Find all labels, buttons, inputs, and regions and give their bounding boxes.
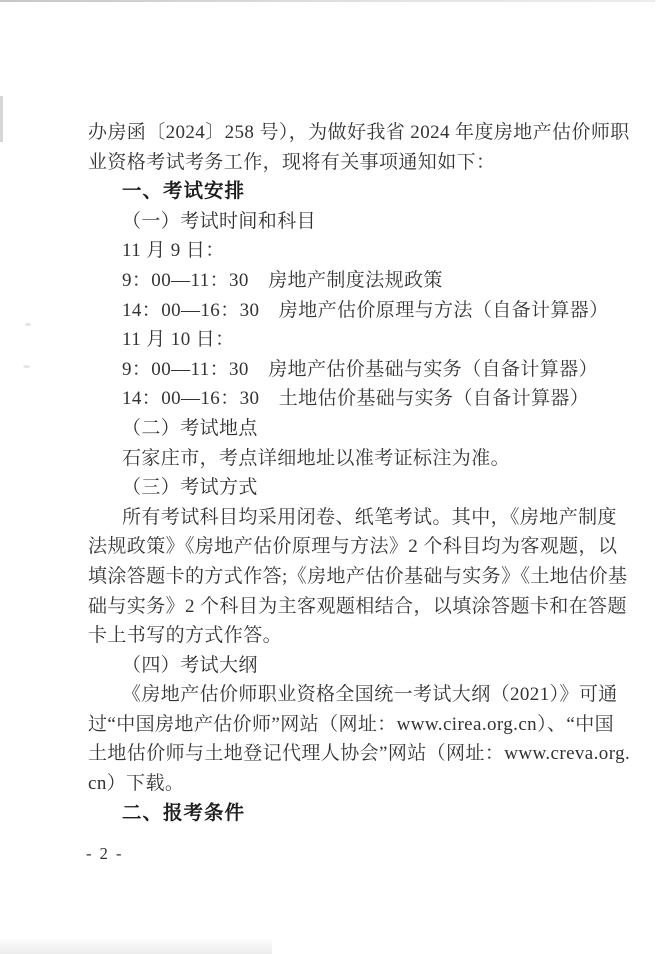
body-line-with-url: 土地估价师与土地登记代理人协会”网站（网址：www.creva.org. <box>88 743 631 765</box>
subheading-exam-time-and-subjects: （一）考试时间和科目 <box>122 210 317 232</box>
scan-artifact-speck <box>25 323 31 326</box>
heading-application-requirements: 二、报考条件 <box>122 801 246 824</box>
body-line: cn）下载。 <box>88 773 185 795</box>
exam-session-line: 14：00—16：30 土地估价基础与实务（自备计算器） <box>122 388 590 410</box>
exam-date-line: 11 月 10 日： <box>122 329 235 351</box>
exam-date-line: 11 月 9 日： <box>122 240 225 262</box>
subheading-exam-method: （三）考试方式 <box>122 477 258 499</box>
exam-session-line: 14：00—16：30 房地产估价原理与方法（自备计算器） <box>122 299 609 321</box>
body-line: 填涂答题卡的方式作答;《房地产估价基础与实务》《土地估价基 <box>88 565 628 587</box>
scan-artifact-top-edge <box>0 0 655 2</box>
scan-artifact-speck <box>23 365 30 368</box>
exam-session-line: 9：00—11：30 房地产制度法规政策 <box>122 269 443 291</box>
document-body <box>88 118 631 828</box>
exam-session-line: 9：00—11：30 房地产估价基础与实务（自备计算器） <box>122 358 598 380</box>
body-line-with-url: 过“中国房地产估价师”网站（网址：www.cirea.org.cn）、“中国 <box>88 713 615 735</box>
page-number: - 2 - <box>86 844 124 863</box>
body-line: 所有考试科目均采用闭卷、纸笔考试。其中，《房地产制度 <box>122 506 617 528</box>
body-line: 法规政策》《房地产估价原理与方法》2 个科目均为客观题，以 <box>88 536 618 558</box>
body-line: 卡上书写的方式作答。 <box>88 625 283 647</box>
body-line: 础与实务》2 个科目为主客观题相结合，以填涂答题卡和在答题 <box>88 595 627 617</box>
body-line: 业资格考试考务工作，现将有关事项通知如下： <box>88 151 496 173</box>
subheading-exam-syllabus: （四）考试大纲 <box>122 654 258 676</box>
subheading-exam-location: （二）考试地点 <box>122 417 258 439</box>
body-line: 办房函〔2024〕258 号），为做好我省 2024 年度房地产估价师职 <box>88 122 630 143</box>
body-line: 《房地产估价师职业资格全国统一考试大纲（2021）》可通 <box>122 684 618 706</box>
heading-exam-arrangement: 一、考试安排 <box>122 180 246 203</box>
scan-artifact-bottom-left <box>0 937 272 954</box>
scan-artifact-left-mark <box>0 96 3 142</box>
body-line: 石家庄市，考点详细地址以准考证标注为准。 <box>122 447 511 469</box>
